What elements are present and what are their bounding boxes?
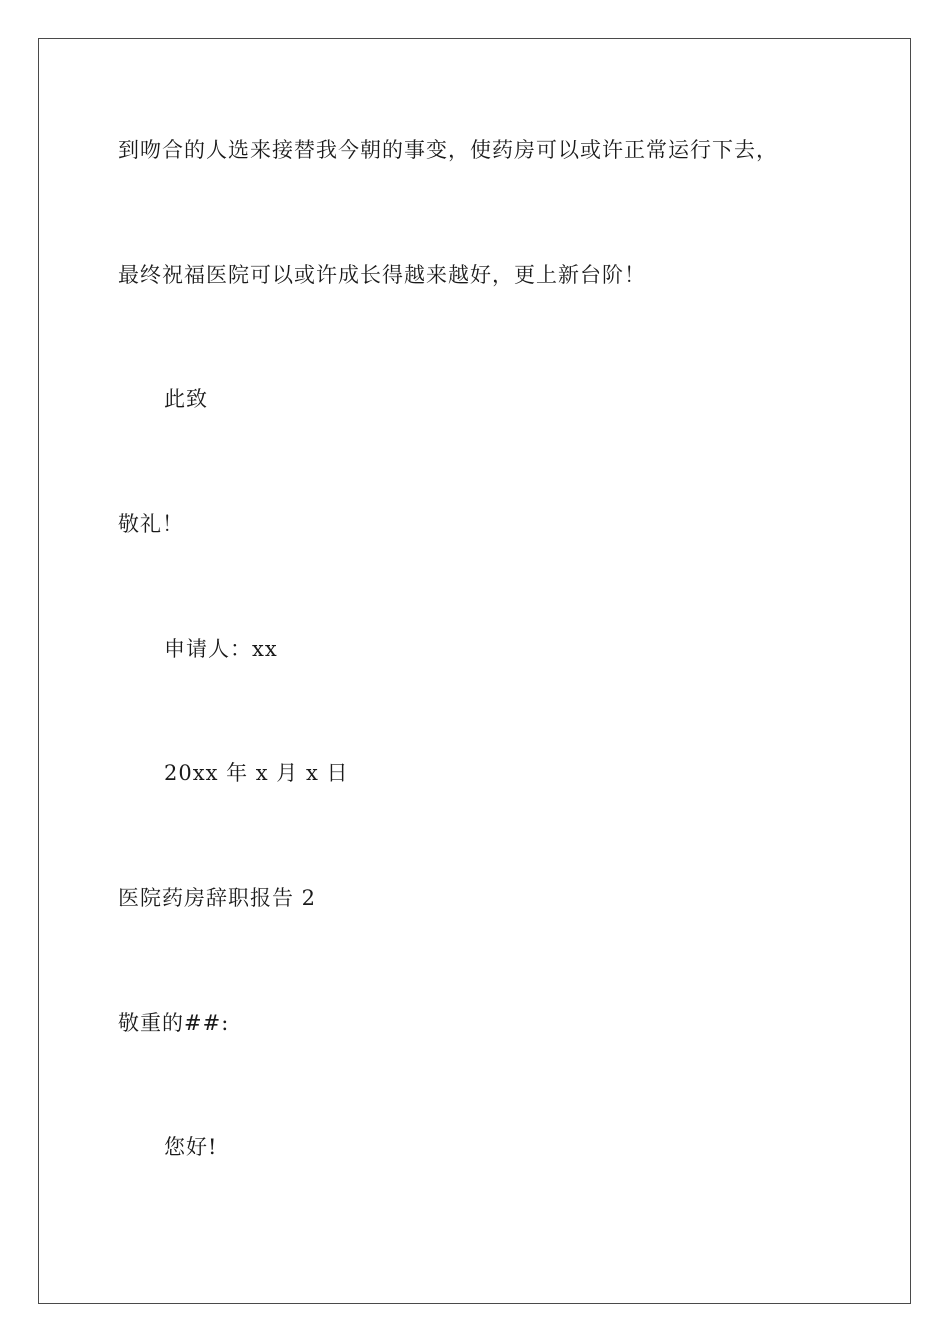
greeting-hello: 您好! xyxy=(164,1135,218,1159)
salutation-cizhi: 此致 xyxy=(164,387,208,411)
body-paragraph-continuation: 到吻合的人选来接替我今朝的事变，使药房可以或许正常运行下去， xyxy=(118,138,778,162)
section-title: 医院药房辞职报告 2 xyxy=(118,886,317,910)
body-paragraph-closing-wish: 最终祝福医院可以或许成长得越来越好，更上新台阶！ xyxy=(118,263,646,287)
applicant-line: 申请人：xx xyxy=(164,637,278,661)
date-line: 20xx 年 x 月 x 日 xyxy=(164,761,349,785)
page-border xyxy=(38,38,911,1304)
salutation-jingli: 敬礼！ xyxy=(118,512,184,536)
greeting-recipient: 敬重的##: xyxy=(118,1011,230,1035)
